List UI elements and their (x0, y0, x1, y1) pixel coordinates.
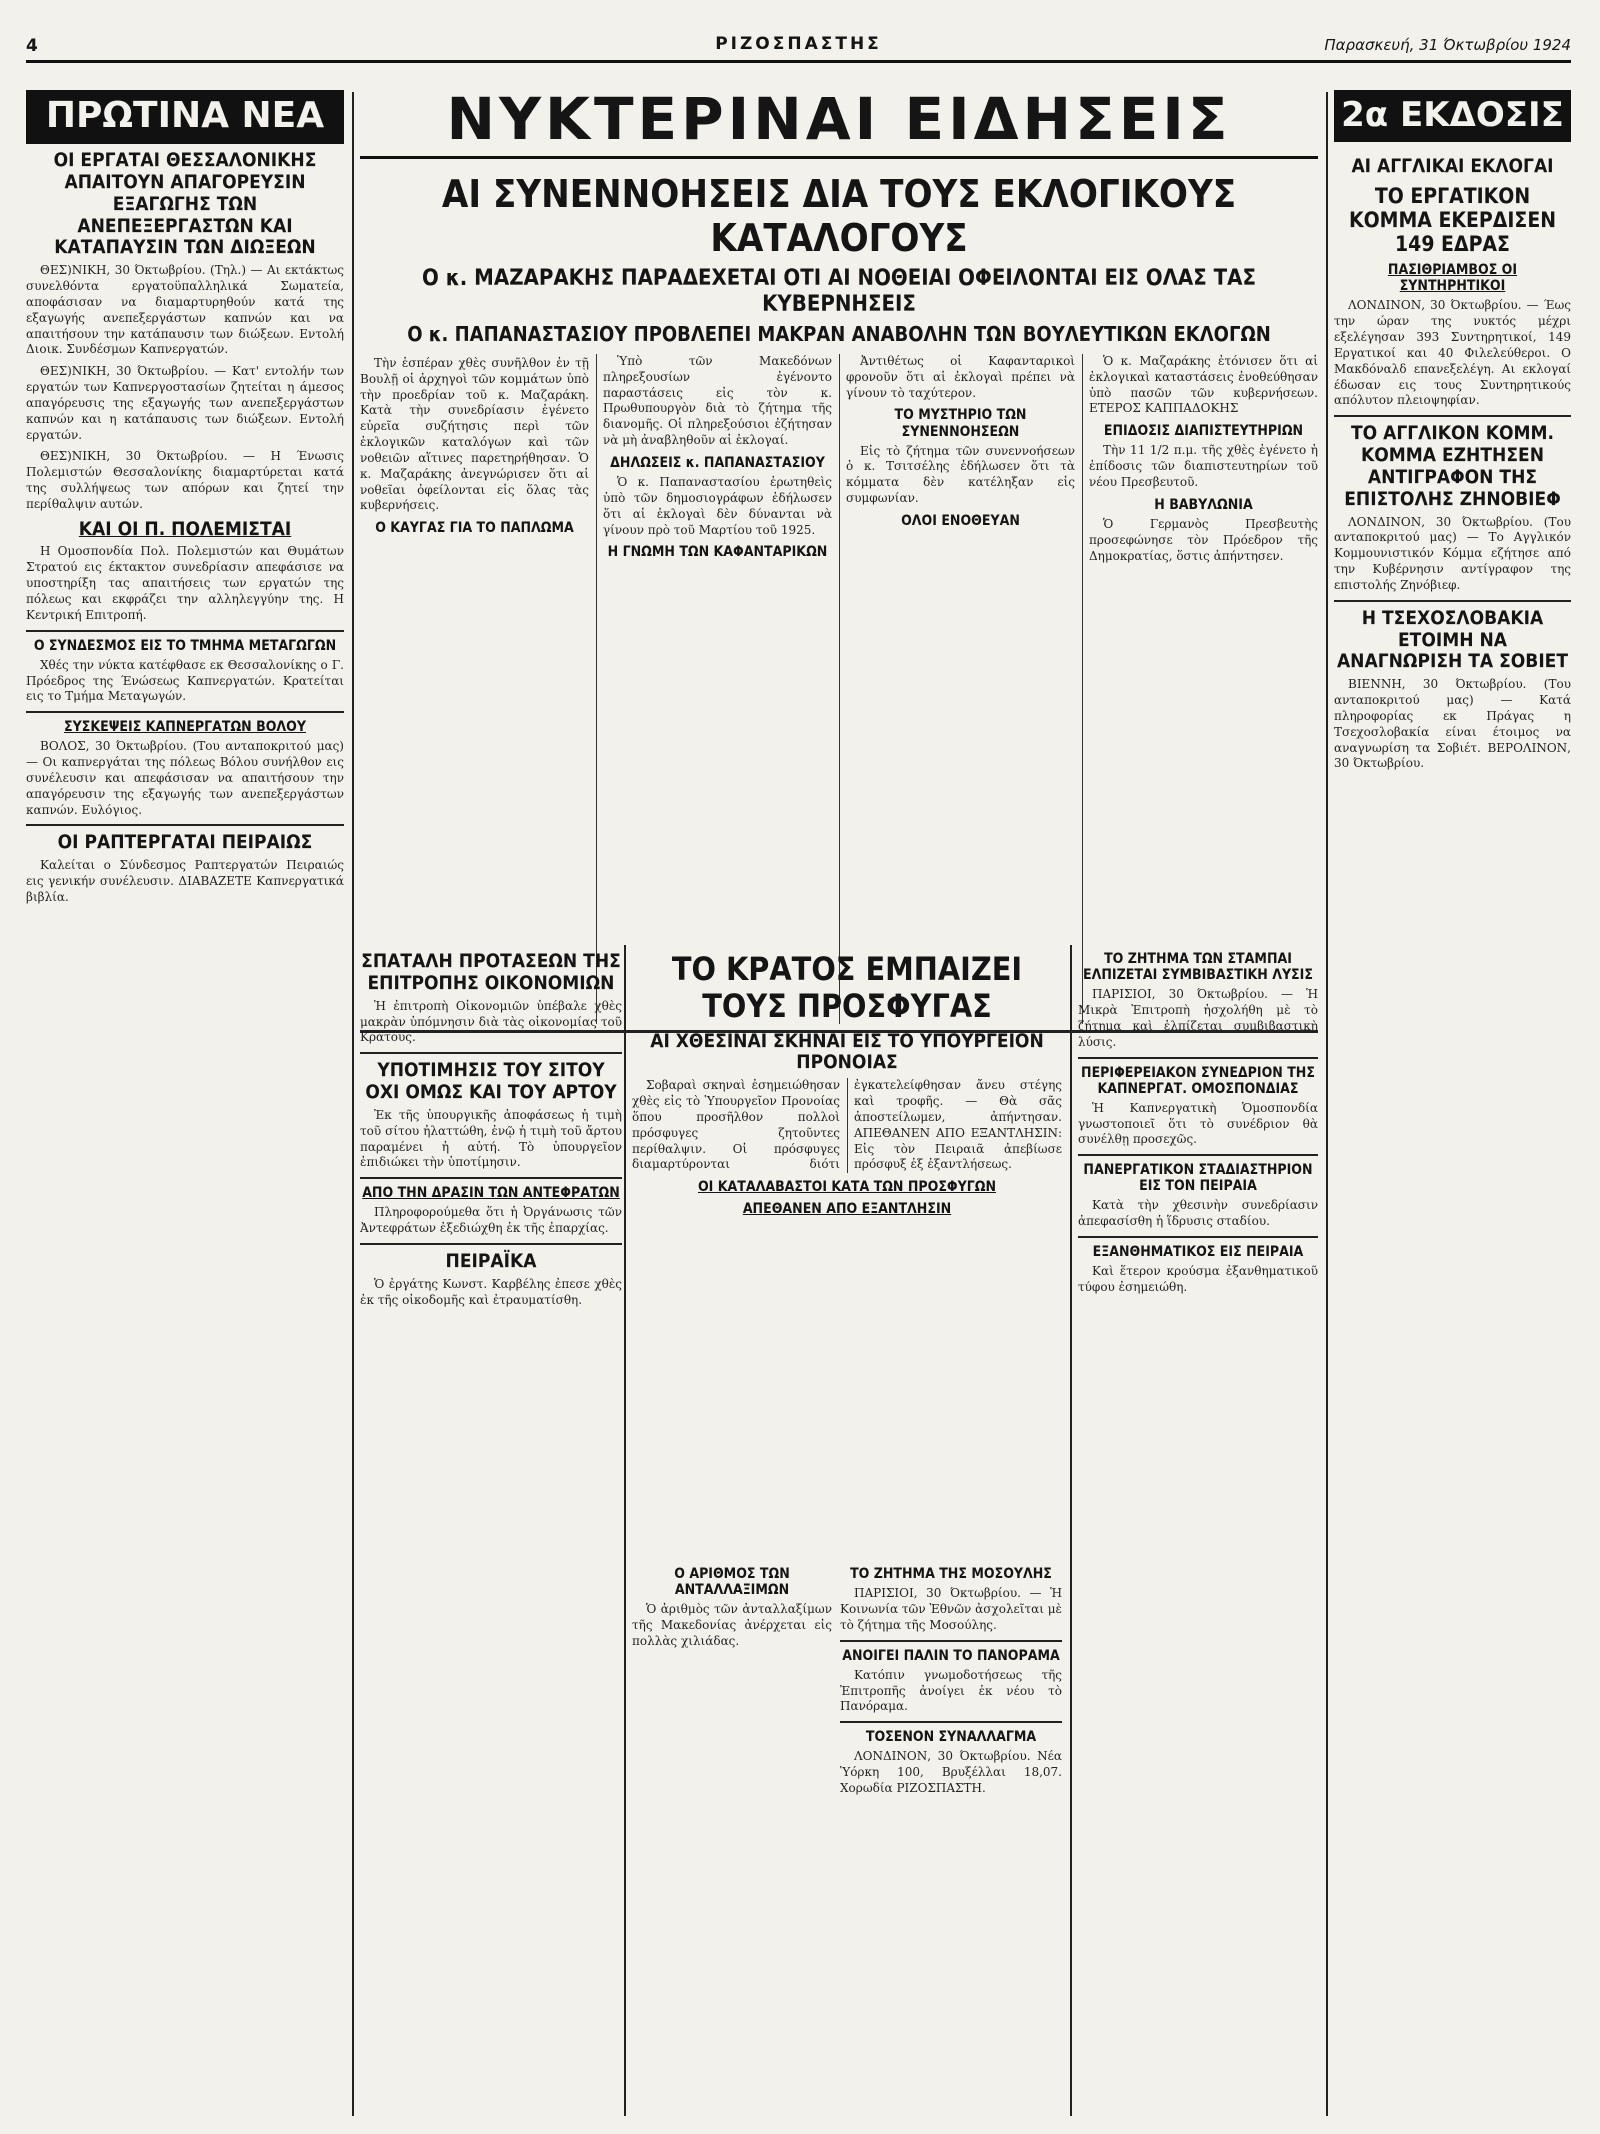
article-text: Καὶ ἕτερον κρούσμα ἐξανθηματικοῦ τύφου ἐσημειώθη. (1078, 1264, 1318, 1294)
right-banner: 2α ΕΚΔΟΣΙΣ (1334, 90, 1571, 142)
divider (360, 1177, 622, 1179)
subhead: Η ΓΝΩΜΗ ΤΩΝ ΚΑΦΑΝΤΑΡΙΚΩΝ (607, 544, 828, 561)
right-article-text: ΛΟΝΔΙΝΟΝ, 30 Όκτωβρίου. — Έως την ώραν της νυκτός μέχρι εξελέγησαν 393 Συντηρητικοί, 149 Εργατικοί και 40 Φιλελεύθεροι. Ο Μακδόναλδ επανεξελέγη. Αι εκλογαί έδωσαν εις τους Συντηρητικούς απόλυτον πλειοψηφίαν. (1334, 298, 1571, 408)
left-headline-1: ΟΙ ΕΡΓΑΤΑΙ ΘΕΣΣΑΛΟΝΙΚΗΣ ΑΠΑΙΤΟΥΝ ΑΠΑΓΟΡΕΥΣΙΝ ΕΞΑΓΩΓΗΣ ΤΩΝ ΑΝΕΠΕΞΕΡΓΑΣΤΩΝ ΚΑΙ ΚΑΤΑΠΑΥΣΙΝ ΤΩΝ ΔΙΩΞΕΩΝ (53, 149, 317, 259)
article-text: Κατόπιν γνωμοδοτήσεως τῆς Ἐπιτροπῆς ἀνοίγει ἐκ νέου τὸ Πανόραμα. (840, 1667, 1062, 1714)
left-headline-3: Ο ΣΥΝΔΕΣΜΟΣ ΕΙΣ ΤΟ ΤΜΗΜΑ ΜΕΤΑΓΩΓΩΝ (33, 637, 337, 654)
divider (26, 630, 344, 632)
left-headline-2: ΚΑΙ ΟΙ Π. ΠΟΛΕΜΙΣΤΑΙ (78, 517, 292, 540)
headline-spatali: ΣΠΑΤΑΛΗ ΠΡΟΤΑΣΕΩΝ ΤΗΣ ΕΠΙΤΡΟΠΗΣ ΟΙΚΟΝΟΜΙΩΝ (361, 950, 621, 994)
divider (840, 1640, 1062, 1642)
left-article-text: ΘΕΣ)ΝΙΚΗ, 30 Όκτωβρίου. — Κατ' εντολήν των εργατών των Καπνεργοστασίων ζητείται η άμεσος απαγόρευσις της εξαγωγής των ανεπεξεργάστων καπνών και η κατάπαυσις των διώξεων. Εντολή εργατών. (26, 364, 344, 442)
lead-article-text: Τὴν ἑσπέραν χθὲς συνῆλθον ἐν τῇ Βουλῇ οἱ ἀρχηγοὶ τῶν κομμάτων ὑπὸ τὴν προεδρίαν τοῦ κ. Μαζαράκη. Κατὰ τὴν συνεδρίασιν ἐγένετο εὐρεῖα συζήτησις περὶ τῶν ἐκλογικῶν καταλόγων καὶ τῶν νοθειῶν αἵτινες παρετηρήθησαν. Ὁ κ. Μαζαράκης ἀνεγνώρισεν ὅτι αἱ νοθεῖαι ὀφείλονται εἰς ὅλας τὰς κυβερνήσεις. (360, 355, 589, 513)
subhead: Ο ΚΑΥΓΑΣ ΓΙΑ ΤΟ ΠΑΠΛΩΜΑ (375, 520, 574, 537)
left-article-text: ΘΕΣ)ΝΙΚΗ, 30 Όκτωβρίου. (Τηλ.) — Αι εκτάκτως συνελθόντα εργατοϋπαλληλικά Σωματεία, αποφάσισαν να διαμαρτυρηθούν κατά της εξαγωγής ανεπεξεργάστων καπνών και να απαιτήσουν την κατάπαυσιν των διώξεων. Εντολή Διοικ. Συνδέσμων Καπνεργατών. (26, 263, 344, 357)
center-column (360, 90, 1318, 2116)
right-headline-3: Η ΤΣΕΧΟΣΛΟΒΑΚΙΑ ΕΤΟΙΜΗ ΝΑ ΑΝΑΓΝΩΡΙΣΗ ΤΑ ΣΟΒΙΕΤ (1336, 606, 1569, 673)
divider (1078, 1057, 1318, 1059)
divider (1334, 415, 1571, 417)
headline-panorama: ΑΝΟΙΓΕΙ ΠΑΛΙΝ ΤΟ ΠΑΝΟΡΑΜΑ (842, 1647, 1060, 1664)
mosoulis-story (840, 1560, 1062, 2116)
headline-peiraika: ΠΕΙΡΑΪΚΑ (445, 1249, 537, 1272)
lead-deck-1: Ο κ. ΜΑΖΑΡΑΚΗΣ ΠΑΡΑΔΕΧΕΤΑΙ ΟΤΙ ΑΙ ΝΟΘΕΙΑΙ ΟΦΕΙΛΟΝΤΑΙ ΕΙΣ ΟΛΑΣ ΤΑΣ ΚΥΒΕΡΝΗΣΕΙΣ (422, 266, 1256, 317)
right-article-text: ΛΟΝΔΙΝΟΝ, 30 Όκτωβρίου. (Του ανταποκριτού μας) — Το Αγγλικόν Κομμουνιστικόν Κόμμα εζήτησε από την Κυβέρνησιν αντίγραφον της επιστολής Ζηνόβιεφ. (1334, 514, 1571, 592)
column-rule (1326, 92, 1328, 2116)
running-head (26, 28, 1571, 63)
article-text: Ὁ ἀριθμὸς τῶν ἀνταλλαξίμων τῆς Μακεδονίας ἀνέρχεται εἰς πολλὰς χιλιάδας. (632, 1602, 832, 1648)
right-headline-1c: ΠΑΣΙΘΡΙΑΜΒΟΣ ΟΙ ΣΥΝΤΗΡΗΤΙΚΟΙ (1387, 262, 1518, 295)
divider (1334, 600, 1571, 602)
left-headline-5: ΟΙ ΡΑΠΤΕΡΓΑΤΑΙ ΠΕΙΡΑΙΩΣ (57, 831, 313, 854)
headline-tosemon: ΤΟΣΕΝΟΝ ΣΥΝΑΛΛΑΓΜΑ (865, 1729, 1037, 1746)
left-article-text: Η Ομοσπονδία Πολ. Πολεμιστών και Θυμάτων Στρατού εις έκτακτον συνεδρίασιν απεφάσισε να υποστηρίξη τας απαιτήσεις των εργατών της πόλεως και εκφράζει την αλληλεγγύην της. Η Κεντρική Επιτροπή. (26, 544, 344, 622)
divider (360, 1052, 622, 1054)
masthead: ΡΙΖΟΣΠΑΣΤΗΣ (715, 34, 882, 54)
refugee-deck: ΑΙ ΧΘΕΣΙΝΑΙ ΣΚΗΝΑΙ ΕΙΣ ΤΟ ΥΠΟΥΡΓΕΙΟΝ ΠΡΟΝΟΙΑΣ (650, 1029, 1044, 1074)
refugee-story (632, 945, 1062, 1550)
article-text: Τὴν 11 1/2 π.μ. τῆς χθὲς ἐγένετο ἡ ἐπίδοσις τῶν διαπιστευτηρίων τοῦ νέου Πρεσβευτοῦ. (1089, 443, 1318, 490)
article-text: Ὁ Γερμανὸς Πρεσβευτὴς προσεφώνησε τὸν Πρόεδρον τῆς Δημοκρατίας, ὅστις ἀπήντησεν. (1089, 516, 1318, 563)
article-text: ΛΟΝΔΙΝΟΝ, 30 Όκτωβρίου. Νέα Ὑόρκη 100, Βρυξέλλαι 18,07. Χορωδία ΡΙΖΟΣΠΑΣΤΗ. (840, 1749, 1062, 1795)
refugee-article-text: Σοβαραὶ σκηναὶ ἐσημειώθησαν χθὲς εἰς τὸ Ὑπουργεῖον Προνοίας ὅπου προσῆλθον πολλοὶ πρόσφυγες ζητοῦντες περίθαλψιν. Οἱ πρόσφυγες διαμαρτύρονται διότι ἐγκατελείφθησαν ἄνευ στέγης καὶ τροφῆς. — Θὰ σᾶς ἀποστείλωμεν, ἀπήντησαν. ΑΠΕΘΑΝΕΝ ΑΠΟ ΕΞΑΝΤΛΗΣΙΝ: Εἰς τὸν Πειραιᾶ ἀπεβίωσε πρόσφυξ ἐξ ἐξαντλήσεως. (632, 1078, 1062, 1172)
right-headline-1: ΑΙ ΑΓΓΛΙΚΑΙ ΕΚΛΟΓΑΙ (1351, 155, 1554, 177)
headline-synedrion: ΠΕΡΙΦΕΡΕΙΑΚΟΝ ΣΥΝΕΔΡΙΟΝ ΤΗΣ ΚΑΠΝΕΡΓΑΤ. ΟΜΟΣΠΟΝΔΙΑΣ (1081, 1064, 1315, 1097)
left-article-text: ΒΟΛΟΣ, 30 Όκτωβρίου. (Του ανταποκριτού μας) — Οι καπνεργάται της πόλεως Βόλου συνήλθον εις συνέλευσιν και απεφάσισαν να απαιτήσουν την απαγόρευσιν της εξαγωγής των ανεπεξεργάστων καπνών. Ευλόγιος. (26, 739, 344, 817)
article-text: Ἡ Καπνεργατικὴ Ὁμοσπονδία γνωστοποιεῖ ὅτι τὸ συνέδριον θὰ συνέλθῃ προσεχῶς. (1078, 1100, 1318, 1147)
article-text: Κατὰ τὴν χθεσινὴν συνεδρίασιν ἀπεφασίσθη ἡ ἵδρυσις σταδίου. (1078, 1198, 1318, 1229)
article-text: Ἡ ἐπιτροπὴ Οἰκονομιῶν ὑπέβαλε χθὲς μακρὰν ὑπόμνησιν διὰ τὰς οἰκονομίας τοῦ Κράτους. (360, 998, 622, 1045)
antallaximon-story (632, 1560, 832, 2116)
right-article-text: ΒΙΕΝΝΗ, 30 Όκτωβρίου. (Του ανταποκριτού μας) — Κατά πληροφορίας εκ Πράγας η Τσεχοσλοβακία είναι έτοιμος να αναγνωρίση τα Σοβιέτ. ΒΕΡΟΛΙΝΟΝ, 30 Όκτωβρίου. (1334, 677, 1571, 771)
divider (1078, 1236, 1318, 1238)
article-text: ΠΑΡΙΣΙΟΙ, 30 Όκτωβρίου. — Ἡ Μικρὰ Ἐπιτροπὴ ἠσχολήθη μὲ τὸ ζήτημα καὶ ἐλπίζεται συμβιβαστικὴ λύσις. (1078, 987, 1318, 1049)
article-text: Ἐκ τῆς ὑπουργικῆς ἀποφάσεως ἡ τιμὴ τοῦ σίτου ἠλαττώθη, ἐνῷ ἡ τιμὴ τοῦ ἄρτου παραμένει ἡ αὐτή. Τὸ ὑπουργεῖον ἐπιδιώκει τὴν ὑποτίμησιν. (360, 1107, 622, 1170)
left-article-text: ΘΕΣ)ΝΙΚΗ, 30 Όκτωβρίου. — Η Ένωσις Πολεμιστών Θεσσαλονίκης διαμαρτύρεται κατά της συλλήψεως των απόρων και ζητεί την περίθαλψιν αυτών. (26, 449, 344, 511)
lower-right-stack (1078, 945, 1318, 2116)
subhead: ΕΠΙΔΟΣΙΣ ΔΙΑΠΙΣΤΕΥΤΗΡΙΩΝ (1103, 423, 1304, 440)
lead-story-columns (360, 354, 1318, 1024)
center-banner: ΝΥΚΤΕΡΙΝΑΙ ΕΙΔΗΣΕΙΣ (360, 90, 1318, 159)
divider (840, 1721, 1062, 1723)
left-headline-4: ΣΥΣΚΕΨΕΙΣ ΚΑΠΝΕΡΓΑΤΩΝ ΒΟΛΟΥ (64, 719, 306, 736)
right-headline-2: ΤΟ ΑΓΓΛΙΚΟΝ ΚΟΜΜ. ΚΟΜΜΑ ΕΖΗΤΗΣΕΝ ΑΝΤΙΓΡΑΦΟΝ ΤΗΣ ΕΠΙΣΤΟΛΗΣ ΖΗΝΟΒΙΕΦ (1344, 422, 1561, 510)
article-text: Ὁ κ. Μαζαράκης ἐτόνισεν ὅτι αἱ ἐκλογικαὶ καταστάσεις ἐνοθεύθησαν ὑπὸ πασῶν τῶν κυβερνήσεων. ΕΤΕΡΟΣ ΚΑΠΠΑΔΟΚΗΣ (1089, 353, 1318, 416)
article-text: Πληροφορούμεθα ὅτι ἡ Ὀργάνωσις τῶν Ἀντεφράτων ἐξεδιώχθη ἐκ τῆς ἐπαρχίας. (360, 1205, 622, 1236)
article-text: ΠΑΡΙΣΙΟΙ, 30 Όκτωβρίου. — Ἡ Κοινωνία τῶν Ἐθνῶν ἀσχολεῖται μὲ τὸ ζήτημα τῆς Μοσούλης. (840, 1586, 1062, 1632)
headline-sitou: ΥΠΟΤΙΜΗΣΙΣ ΤΟΥ ΣΙΤΟΥ ΟΧΙ ΟΜΩΣ ΚΑΙ ΤΟΥ ΑΡΤΟΥ (365, 1059, 617, 1104)
lead-headline: ΑΙ ΣΥΝΕΝΝΟΗΣΕΙΣ ΔΙΑ ΤΟΥΣ ΕΚΛΟΓΙΚΟΥΣ ΚΑΤΑΛΟΓΟΥΣ (441, 172, 1237, 260)
subhead: ΔΗΛΩΣΕΙΣ κ. ΠΑΠΑΝΑΣΤΑΣΙΟΥ (610, 454, 825, 471)
column-rule (352, 92, 354, 2116)
headline-antallaximon: Ο ΑΡΙΘΜΟΣ ΤΩΝ ΑΝΤΑΛΛΑΞΙΜΩΝ (674, 1566, 790, 1599)
article-text: Ὑπὸ τῶν Μακεδόνων πληρεξουσίων ἐγένοντο παραστάσεις εἰς τὸν κ. Πρωθυπουργὸν διὰ τὸ ζήτημα τῆς διανομῆς. Οἱ πληρεξούσιοι ἐζήτησαν νὰ μὴ ἀναβληθοῦν αἱ ἐκλογαί. (603, 353, 832, 448)
headline-mosoulis: ΤΟ ΖΗΤΗΜΑ ΤΗΣ ΜΟΣΟΥΛΗΣ (850, 1566, 1052, 1582)
divider (26, 711, 344, 713)
headline-araxi: ΑΠΟ ΤΗΝ ΔΡΑΣΙΝ ΤΩΝ ΑΝΤΕΦΡΑΤΩΝ (362, 1185, 620, 1202)
subhead: Η ΒΑΒΥΛΩΝΙΑ (1154, 496, 1253, 513)
lead-deck-2: Ο κ. ΠΑΠΑΝΑΣΤΑΣΙΟΥ ΠΡΟΒΛΕΠΕΙ ΜΑΚΡΑΝ ΑΝΑΒΟΛΗΝ ΤΩΝ ΒΟΥΛΕΥΤΙΚΩΝ ΕΚΛΟΓΩΝ (407, 321, 1271, 346)
divider (1078, 1154, 1318, 1156)
article-text: Ἀντιθέτως οἱ Καφανταρικοὶ φρονοῦν ὅτι αἱ ἐκλογαὶ πρέπει νὰ γίνουν τὸ ταχύτερον. (846, 353, 1075, 400)
left-banner: ΠΡΩΤΙΝΑ ΝΕΑ (26, 90, 344, 144)
column-rule (1070, 945, 1072, 2116)
left-article-text: Καλείται ο Σύνδεσμος Ραπτεργατών Πειραιώς εις γενικήν συνέλευσιν. ΔΙΑΒΑΖΕΤΕ Καπνεργατικά βιβλία. (26, 858, 344, 904)
column-rule (624, 945, 626, 2116)
divider (26, 824, 344, 826)
left-column (26, 90, 344, 2116)
headline-stampai: ΤΟ ΖΗΤΗΜΑ ΤΩΝ ΣΤΑΜΠΑΙ ΕΛΠΙΖΕΤΑΙ ΣΥΜΒΙΒΑΣΤΙΚΗ ΛΥΣΙΣ (1083, 951, 1313, 984)
headline-stadiastirion: ΠΑΝΕΡΓΑΤΙΚΟΝ ΣΤΑΔΙΑΣΤΗΡΙΟΝ ΕΙΣ ΤΟΝ ΠΕΙΡΑΙΑ (1083, 1162, 1313, 1195)
issue-date: Παρασκευή, 31 Όκτωβρίου 1924 (1324, 36, 1571, 54)
left-article-text: Χθές την νύκτα κατέφθασε εκ Θεσσαλονίκης ο Γ. Πρόεδρος της Ένώσεως Καπνεργατών. Κρατείται εις το Τμήμα Μεταγωγών. (26, 657, 344, 704)
subhead: ΟΙ ΚΑΤΑΛΑΒΑΣΤΟΙ ΚΑΤΑ ΤΩΝ ΠΡΟΣΦΥΓΩΝ (697, 1179, 997, 1196)
headline-exanthimatikos: ΕΞΑΝΘΗΜΑΤΙΚΟΣ ΕΙΣ ΠΕΙΡΑΙΑ (1092, 1244, 1304, 1261)
right-column (1334, 90, 1571, 2116)
subhead: ΤΟ ΜΥΣΤΗΡΙΟ ΤΩΝ ΣΥΝΕΝΝΟΗΣΕΩΝ (894, 407, 1027, 440)
lower-left-stack (360, 945, 622, 2116)
subhead: ΟΛΟΙ ΕΝΟΘΕΥΑΝ (901, 512, 1020, 529)
article-text: Εἰς τὸ ζήτημα τῶν συνεννοήσεων ὁ κ. Τσιτσέλης ἐδήλωσεν ὅτι τὰ κόμματα δὲν κατέληξαν εἰς συμφωνίαν. (846, 443, 1075, 506)
subhead: ΑΠΕΘΑΝΕΝ ΑΠΟ ΕΞΑΝΤΛΗΣΙΝ (742, 1201, 952, 1218)
page-number: 4 (26, 36, 38, 56)
right-headline-1b: ΤΟ ΕΡΓΑΤΙΚΟΝ ΚΟΜΜΑ ΕΚΕΡΔΙΣΕΝ 149 ΕΔΡΑΣ (1348, 183, 1557, 257)
article-text: Ὁ κ. Παπαναστασίου ἐρωτηθεὶς ὑπὸ τῶν δημοσιογράφων ἐδήλωσεν ὅτι αἱ ἐκλογαὶ δὲν δύνανται νὰ γίνουν πρὸ τοῦ Μαρτίου τοῦ 1925. (603, 475, 832, 537)
article-text: Ὁ ἐργάτης Κωνστ. Καρβέλης ἐπεσε χθὲς ἐκ τῆς οἰκοδομῆς καὶ ἐτραυματίσθη. (360, 1276, 622, 1307)
divider (360, 1243, 622, 1245)
refugee-headline: ΤΟ ΚΡΑΤΟΣ ΕΜΠΑΙΖΕΙ ΤΟΥΣ ΠΡΟΣΦΥΓΑΣ (671, 950, 1023, 1025)
